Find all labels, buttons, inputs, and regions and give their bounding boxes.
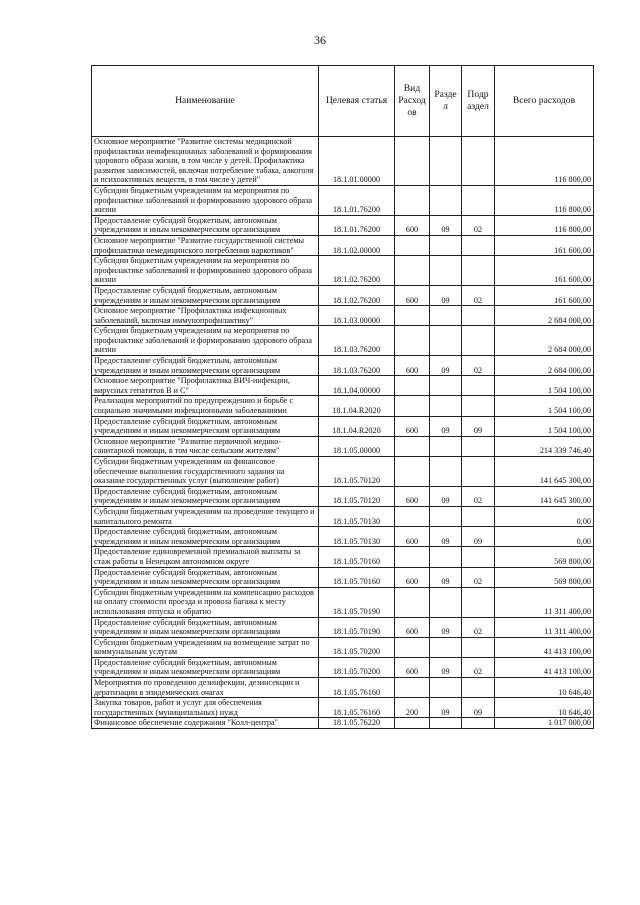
row-target-code-cell: 18.1.05.70130 bbox=[319, 506, 395, 526]
row-subsection-cell bbox=[462, 256, 495, 286]
row-expense-type-cell bbox=[395, 718, 430, 729]
row-expense-type-cell: 600 bbox=[395, 356, 430, 376]
row-subsection-cell bbox=[462, 436, 495, 456]
row-name-cell: Финансовое обеспечение содержания "Колл-центра" bbox=[92, 718, 319, 729]
row-name-cell: Предоставление субсидий бюджетным, автономным учреждениям и иным некоммерческим организациям bbox=[92, 567, 319, 587]
row-subsection-cell bbox=[462, 376, 495, 396]
table-row bbox=[92, 718, 594, 729]
row-total-cell: 1 504 100,00 bbox=[495, 416, 594, 436]
row-total-cell: 41 413 100,00 bbox=[495, 657, 594, 677]
row-name-cell: Субсидии бюджетным учреждениям на возмещение затрат по коммунальным услугам bbox=[92, 637, 319, 657]
table-row bbox=[92, 587, 594, 617]
row-total-cell: 10 646,40 bbox=[495, 678, 594, 698]
row-name-cell: Субсидии бюджетным учреждениям на компенсацию расходов на оплату стоимости проезда и провоза багажа к месту использования отпуска и обратно bbox=[92, 587, 319, 617]
row-expense-type-cell: 600 bbox=[395, 567, 430, 587]
table-row bbox=[92, 356, 594, 376]
row-subsection-cell: 09 bbox=[462, 698, 495, 718]
row-target-code-cell: 18.1.05.70160 bbox=[319, 547, 395, 567]
row-total-cell: 214 339 746,40 bbox=[495, 436, 594, 456]
row-subsection-cell: 02 bbox=[462, 285, 495, 305]
row-target-code-cell: 18.1.02.76200 bbox=[319, 285, 395, 305]
row-expense-type-cell bbox=[395, 637, 430, 657]
header-total: Всего расходов bbox=[495, 66, 594, 137]
header-subsection: Подр аздел bbox=[462, 66, 495, 137]
row-expense-type-cell bbox=[395, 376, 430, 396]
table-row bbox=[92, 657, 594, 677]
row-section-cell: 09 bbox=[430, 617, 462, 637]
table-row bbox=[92, 547, 594, 567]
row-total-cell: 1 504 100,00 bbox=[495, 376, 594, 396]
row-name-cell: Основное мероприятие "Профилактика инфекционных заболеваний, включая иммунопрофилактику" bbox=[92, 306, 319, 326]
row-subsection-cell bbox=[462, 457, 495, 487]
row-subsection-cell bbox=[462, 678, 495, 698]
table-row bbox=[92, 567, 594, 587]
row-target-code-cell: 18.1.05.70190 bbox=[319, 617, 395, 637]
row-subsection-cell: 02 bbox=[462, 486, 495, 506]
row-target-code-cell: 18.1.03.76200 bbox=[319, 326, 395, 356]
row-name-cell: Субсидии бюджетным учреждениям на мероприятия по профилактике заболеваний и формированию здорового образа жизни bbox=[92, 185, 319, 215]
row-total-cell: 1 017 000,00 bbox=[495, 718, 594, 729]
row-name-cell: Предоставление субсидий бюджетным, автономным учреждениям и иным некоммерческим организациям bbox=[92, 285, 319, 305]
row-total-cell: 2 684 000,00 bbox=[495, 326, 594, 356]
table-row bbox=[92, 506, 594, 526]
row-section-cell: 09 bbox=[430, 486, 462, 506]
row-total-cell: 161 600,00 bbox=[495, 256, 594, 286]
row-name-cell: Субсидии бюджетным учреждениям на мероприятия по профилактике заболеваний и формированию здорового образа жизни bbox=[92, 256, 319, 286]
row-section-cell bbox=[430, 306, 462, 326]
row-subsection-cell bbox=[462, 506, 495, 526]
row-total-cell: 116 800,00 bbox=[495, 137, 594, 186]
row-target-code-cell: 18.1.01.00000 bbox=[319, 137, 395, 186]
row-name-cell: Предоставление субсидий бюджетным, автономным учреждениям и иным некоммерческим организациям bbox=[92, 416, 319, 436]
row-subsection-cell bbox=[462, 396, 495, 416]
table-row bbox=[92, 235, 594, 255]
row-target-code-cell: 18.1.05.76160 bbox=[319, 698, 395, 718]
row-target-code-cell: 18.1.05.70130 bbox=[319, 527, 395, 547]
row-name-cell: Субсидии бюджетным учреждениям на мероприятия по профилактике заболеваний и формированию здорового образа жизни bbox=[92, 326, 319, 356]
row-name-cell: Закупка товаров, работ и услуг для обеспечения государственных (муниципальных) нужд bbox=[92, 698, 319, 718]
row-expense-type-cell: 600 bbox=[395, 416, 430, 436]
row-section-cell: 09 bbox=[430, 215, 462, 235]
header-section: Разде л bbox=[430, 66, 462, 137]
table-row bbox=[92, 698, 594, 718]
row-subsection-cell bbox=[462, 637, 495, 657]
row-section-cell bbox=[430, 587, 462, 617]
row-section-cell bbox=[430, 256, 462, 286]
table-row bbox=[92, 137, 594, 186]
row-expense-type-cell: 600 bbox=[395, 527, 430, 547]
row-target-code-cell: 18.1.05.70200 bbox=[319, 637, 395, 657]
row-section-cell: 09 bbox=[430, 567, 462, 587]
row-subsection-cell: 02 bbox=[462, 617, 495, 637]
table-row bbox=[92, 527, 594, 547]
header-target: Целевая статья bbox=[319, 66, 395, 137]
row-subsection-cell bbox=[462, 326, 495, 356]
row-name-cell: Предоставление субсидий бюджетным, автономным учреждениям и иным некоммерческим организациям bbox=[92, 356, 319, 376]
row-section-cell: 09 bbox=[430, 698, 462, 718]
row-total-cell: 141 645 300,00 bbox=[495, 486, 594, 506]
table-row bbox=[92, 256, 594, 286]
row-total-cell: 41 413 100,00 bbox=[495, 637, 594, 657]
row-target-code-cell: 18.1.05.70120 bbox=[319, 486, 395, 506]
row-total-cell: 10 646,40 bbox=[495, 698, 594, 718]
row-target-code-cell: 18.1.05.00000 bbox=[319, 436, 395, 456]
row-subsection-cell: 02 bbox=[462, 356, 495, 376]
row-section-cell: 09 bbox=[430, 527, 462, 547]
table-row bbox=[92, 416, 594, 436]
row-total-cell: 1 504 100,00 bbox=[495, 396, 594, 416]
row-total-cell: 11 311 400,00 bbox=[495, 617, 594, 637]
row-name-cell: Субсидии бюджетным учреждениям на проведение текущего и капитального ремонта bbox=[92, 506, 319, 526]
row-name-cell: Основное мероприятие "Профилактика ВИЧ-инфекции, вирусных гепатитов В и С" bbox=[92, 376, 319, 396]
budget-table bbox=[91, 65, 594, 729]
row-total-cell: 116 800,00 bbox=[495, 215, 594, 235]
row-name-cell: Мероприятия по проведению дезинфекции, дезинсекции и дератизации в эпидемических очагах bbox=[92, 678, 319, 698]
table-row bbox=[92, 486, 594, 506]
row-section-cell bbox=[430, 506, 462, 526]
row-total-cell: 141 645 300,00 bbox=[495, 457, 594, 487]
header-name: Наименование bbox=[92, 66, 319, 137]
page-number: 36 bbox=[314, 33, 326, 47]
row-subsection-cell: 09 bbox=[462, 527, 495, 547]
row-target-code-cell: 18.1.05.76220 bbox=[319, 718, 395, 729]
row-section-cell bbox=[430, 718, 462, 729]
row-expense-type-cell bbox=[395, 326, 430, 356]
row-target-code-cell: 18.1.05.70120 bbox=[319, 457, 395, 487]
row-expense-type-cell bbox=[395, 185, 430, 215]
row-section-cell bbox=[430, 326, 462, 356]
row-section-cell bbox=[430, 137, 462, 186]
row-total-cell: 0,00 bbox=[495, 527, 594, 547]
table-row bbox=[92, 436, 594, 456]
row-total-cell: 2 684 000,00 bbox=[495, 356, 594, 376]
row-expense-type-cell bbox=[395, 396, 430, 416]
table-row bbox=[92, 185, 594, 215]
row-expense-type-cell: 200 bbox=[395, 698, 430, 718]
row-expense-type-cell: 600 bbox=[395, 617, 430, 637]
row-target-code-cell: 18.1.02.76200 bbox=[319, 256, 395, 286]
row-subsection-cell bbox=[462, 185, 495, 215]
row-expense-type-cell bbox=[395, 436, 430, 456]
row-expense-type-cell: 600 bbox=[395, 215, 430, 235]
row-name-cell: Предоставление единовременной премиальной выплаты за стаж работы в Ненецком автономном округе bbox=[92, 547, 319, 567]
row-subsection-cell bbox=[462, 137, 495, 186]
table-row bbox=[92, 457, 594, 487]
row-subsection-cell: 09 bbox=[462, 416, 495, 436]
row-expense-type-cell bbox=[395, 547, 430, 567]
row-section-cell: 09 bbox=[430, 356, 462, 376]
table-row bbox=[92, 306, 594, 326]
row-section-cell: 09 bbox=[430, 285, 462, 305]
row-subsection-cell bbox=[462, 718, 495, 729]
row-total-cell: 161 600,00 bbox=[495, 285, 594, 305]
row-expense-type-cell bbox=[395, 506, 430, 526]
row-expense-type-cell bbox=[395, 306, 430, 326]
row-total-cell: 11 311 400,00 bbox=[495, 587, 594, 617]
table-row bbox=[92, 678, 594, 698]
row-subsection-cell bbox=[462, 547, 495, 567]
row-section-cell: 09 bbox=[430, 657, 462, 677]
row-section-cell bbox=[430, 235, 462, 255]
row-section-cell bbox=[430, 678, 462, 698]
row-section-cell bbox=[430, 547, 462, 567]
row-name-cell: Предоставление субсидий бюджетным, автономным учреждениям и иным некоммерческим организациям bbox=[92, 486, 319, 506]
row-name-cell: Предоставление субсидий бюджетным, автономным учреждениям и иным некоммерческим организациям bbox=[92, 617, 319, 637]
row-expense-type-cell: 600 bbox=[395, 285, 430, 305]
row-name-cell: Основное мероприятие "Развитие государственной системы профилактики немедицинского потребления наркотиков" bbox=[92, 235, 319, 255]
row-target-code-cell: 18.1.05.70200 bbox=[319, 657, 395, 677]
row-subsection-cell bbox=[462, 306, 495, 326]
row-expense-type-cell bbox=[395, 256, 430, 286]
header-expense-type: Вид Расход ов bbox=[395, 66, 430, 137]
row-expense-type-cell bbox=[395, 587, 430, 617]
row-section-cell bbox=[430, 185, 462, 215]
row-name-cell: Реализация мероприятий по предупреждению и борьбе с социально значимыми инфекционными заболеваниями bbox=[92, 396, 319, 416]
row-name-cell: Предоставление субсидий бюджетным, автономным учреждениям и иным некоммерческим организациям bbox=[92, 657, 319, 677]
row-expense-type-cell: 600 bbox=[395, 486, 430, 506]
row-expense-type-cell: 600 bbox=[395, 657, 430, 677]
table-row bbox=[92, 285, 594, 305]
row-total-cell: 0,00 bbox=[495, 506, 594, 526]
row-section-cell bbox=[430, 436, 462, 456]
row-target-code-cell: 18.1.05.70160 bbox=[319, 567, 395, 587]
row-subsection-cell: 02 bbox=[462, 567, 495, 587]
row-target-code-cell: 18.1.02.00000 bbox=[319, 235, 395, 255]
row-target-code-cell: 18.1.03.00000 bbox=[319, 306, 395, 326]
row-target-code-cell: 18.1.04.00000 bbox=[319, 376, 395, 396]
row-target-code-cell: 18.1.03.76200 bbox=[319, 356, 395, 376]
table-row bbox=[92, 637, 594, 657]
row-section-cell bbox=[430, 457, 462, 487]
row-total-cell: 2 684 000,00 bbox=[495, 306, 594, 326]
row-total-cell: 161 600,00 bbox=[495, 235, 594, 255]
row-expense-type-cell bbox=[395, 457, 430, 487]
row-subsection-cell bbox=[462, 235, 495, 255]
row-expense-type-cell bbox=[395, 235, 430, 255]
row-name-cell: Субсидии бюджетным учреждениям на финансовое обеспечение выполнения государственного задания на оказание государственных услуг (выполнение работ) bbox=[92, 457, 319, 487]
table-row bbox=[92, 396, 594, 416]
row-expense-type-cell bbox=[395, 137, 430, 186]
row-target-code-cell: 18.1.04.R2020 bbox=[319, 416, 395, 436]
row-name-cell: Предоставление субсидий бюджетным, автономным учреждениям и иным некоммерческим организациям bbox=[92, 215, 319, 235]
row-name-cell: Основное мероприятие "Развитие первичной медико-санитарной помощи, в том числе сельским жителям" bbox=[92, 436, 319, 456]
row-target-code-cell: 18.1.01.76200 bbox=[319, 185, 395, 215]
row-section-cell: 09 bbox=[430, 416, 462, 436]
row-subsection-cell: 02 bbox=[462, 657, 495, 677]
row-subsection-cell: 02 bbox=[462, 215, 495, 235]
row-name-cell: Основное мероприятие "Развитие системы медицинской профилактики неинфекционных заболеваний и формирования здорового образа жизни, в том числе у детей. Профилактика развития зависимостей, включая потребление табака, алкоголя и психоактивных веществ, в том числе у детей" bbox=[92, 137, 319, 186]
table-header-row bbox=[92, 66, 594, 137]
row-section-cell bbox=[430, 637, 462, 657]
table-row bbox=[92, 376, 594, 396]
row-target-code-cell: 18.1.05.76160 bbox=[319, 678, 395, 698]
table-row bbox=[92, 215, 594, 235]
row-total-cell: 569 800,00 bbox=[495, 567, 594, 587]
row-section-cell bbox=[430, 396, 462, 416]
row-target-code-cell: 18.1.04.R2020 bbox=[319, 396, 395, 416]
row-total-cell: 116 800,00 bbox=[495, 185, 594, 215]
row-section-cell bbox=[430, 376, 462, 396]
table-row bbox=[92, 617, 594, 637]
row-name-cell: Предоставление субсидий бюджетным, автономным учреждениям и иным некоммерческим организациям bbox=[92, 527, 319, 547]
row-total-cell: 569 800,00 bbox=[495, 547, 594, 567]
row-subsection-cell bbox=[462, 587, 495, 617]
table-row bbox=[92, 326, 594, 356]
row-expense-type-cell bbox=[395, 678, 430, 698]
row-target-code-cell: 18.1.05.70190 bbox=[319, 587, 395, 617]
row-target-code-cell: 18.1.01.76200 bbox=[319, 215, 395, 235]
